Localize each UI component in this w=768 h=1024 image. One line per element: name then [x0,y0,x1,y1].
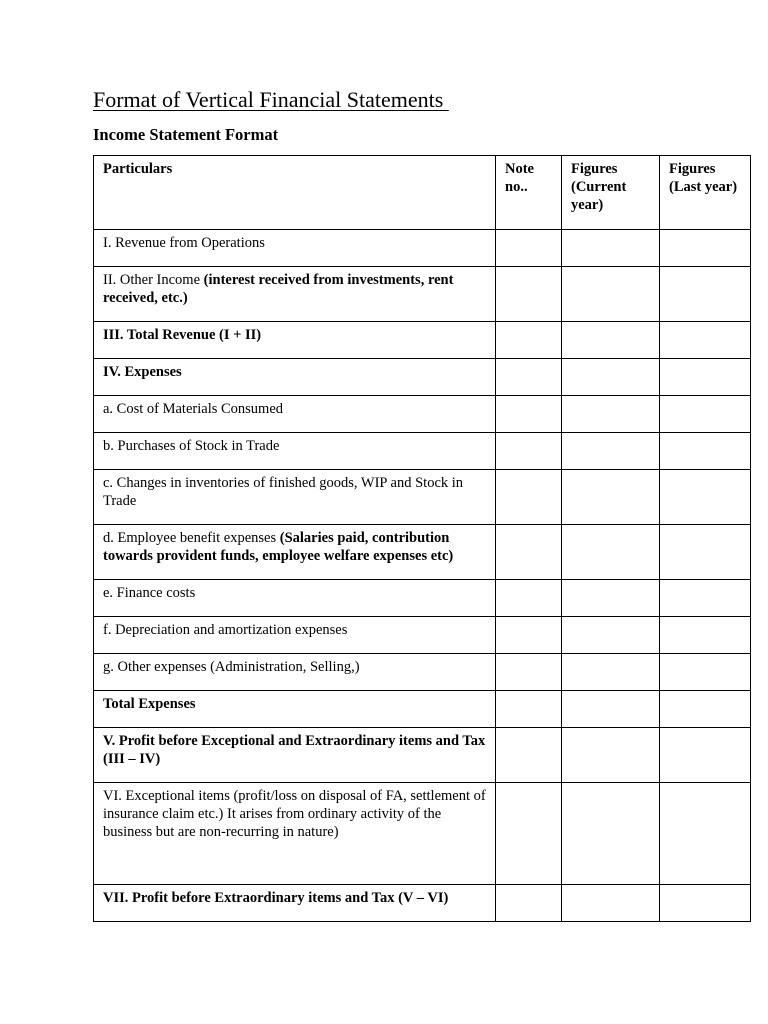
particulars-cell [94,580,496,617]
table-row [94,322,751,359]
last-year-cell [660,470,751,525]
row-label: III. Total Revenue (I + II) [103,327,262,343]
current-year-cell [562,691,660,728]
last-year-cell [660,230,751,267]
table-header-row [94,156,751,230]
particulars-cell [94,691,496,728]
last-year-cell [660,691,751,728]
current-year-cell [562,885,660,922]
table-row [94,654,751,691]
particulars-cell [94,783,496,885]
row-label: a. Cost of Materials Consumed [103,401,284,417]
last-year-cell [660,783,751,885]
particulars-cell [94,396,496,433]
note-cell [496,580,562,617]
current-year-cell [562,728,660,783]
last-year-cell [660,617,751,654]
note-cell [496,470,562,525]
note-cell [496,230,562,267]
last-year-cell [660,359,751,396]
table-row [94,230,751,267]
row-label: I. Revenue from Operations [103,235,265,251]
table-row [94,691,751,728]
income-statement-table [93,155,751,922]
particulars-cell [94,267,496,322]
note-cell [496,728,562,783]
current-year-cell [562,654,660,691]
header-particulars: Particulars [94,156,496,230]
note-cell [496,359,562,396]
row-label-detail: (interest received from investments, rent received, etc.) [103,272,454,306]
table-row [94,267,751,322]
particulars-cell [94,433,496,470]
last-year-cell [660,654,751,691]
row-label: b. Purchases of Stock in Trade [103,438,280,454]
note-cell [496,322,562,359]
header-figures-last-year: Figures (Last year) [660,156,751,230]
table-row [94,885,751,922]
table-row [94,359,751,396]
header-note-no: Note no.. [496,156,562,230]
particulars-cell [94,470,496,525]
note-cell [496,525,562,580]
current-year-cell [562,322,660,359]
table-row [94,525,751,580]
last-year-cell [660,396,751,433]
current-year-cell [562,396,660,433]
current-year-cell [562,359,660,396]
row-label: d. Employee benefit expenses [103,530,280,546]
row-label: g. Other expenses (Administration, Selling,) [103,659,360,675]
last-year-cell [660,885,751,922]
last-year-cell [660,267,751,322]
table-row [94,433,751,470]
note-cell [496,396,562,433]
particulars-cell [94,322,496,359]
last-year-cell [660,580,751,617]
row-label: Total Expenses [103,696,196,712]
header-figures-current-year: Figures (Current year) [562,156,660,230]
table-row [94,783,751,885]
row-label: VII. Profit before Extraordinary items and Tax (V – VI) [103,890,449,906]
note-cell [496,783,562,885]
row-label: c. Changes in inventories of finished goods, WIP and Stock in Trade [103,475,464,509]
current-year-cell [562,470,660,525]
table-row [94,396,751,433]
section-title: Income Statement Format [93,125,279,144]
current-year-cell [562,617,660,654]
table-row [94,470,751,525]
last-year-cell [660,728,751,783]
current-year-cell [562,433,660,470]
current-year-cell [562,525,660,580]
note-cell [496,885,562,922]
table-row [94,617,751,654]
row-label: f. Depreciation and amortization expenses [103,622,348,638]
last-year-cell [660,433,751,470]
particulars-cell [94,617,496,654]
table-row [94,580,751,617]
particulars-cell [94,654,496,691]
row-label: II. Other Income [103,272,204,288]
particulars-cell [94,359,496,396]
note-cell [496,433,562,470]
particulars-cell [94,230,496,267]
particulars-cell [94,728,496,783]
current-year-cell [562,267,660,322]
row-label: e. Finance costs [103,585,196,601]
current-year-cell [562,783,660,885]
note-cell [496,267,562,322]
row-label: IV. Expenses [103,364,182,380]
note-cell [496,654,562,691]
last-year-cell [660,525,751,580]
particulars-cell [94,885,496,922]
table-row [94,728,751,783]
document-title: Format of Vertical Financial Statements [93,87,449,112]
note-cell [496,617,562,654]
note-cell [496,691,562,728]
row-label: VI. Exceptional items (profit/loss on disposal of FA, settlement of insurance claim etc.) It arises from ordinary activity of the business but are non-recurring in nature) [103,788,486,840]
particulars-cell [94,525,496,580]
row-label-detail: (Salaries paid, contribution towards provident funds, employee welfare expenses etc) [103,530,454,564]
current-year-cell [562,230,660,267]
current-year-cell [562,580,660,617]
row-label: V. Profit before Exceptional and Extraordinary items and Tax (III – IV) [103,733,486,767]
last-year-cell [660,322,751,359]
